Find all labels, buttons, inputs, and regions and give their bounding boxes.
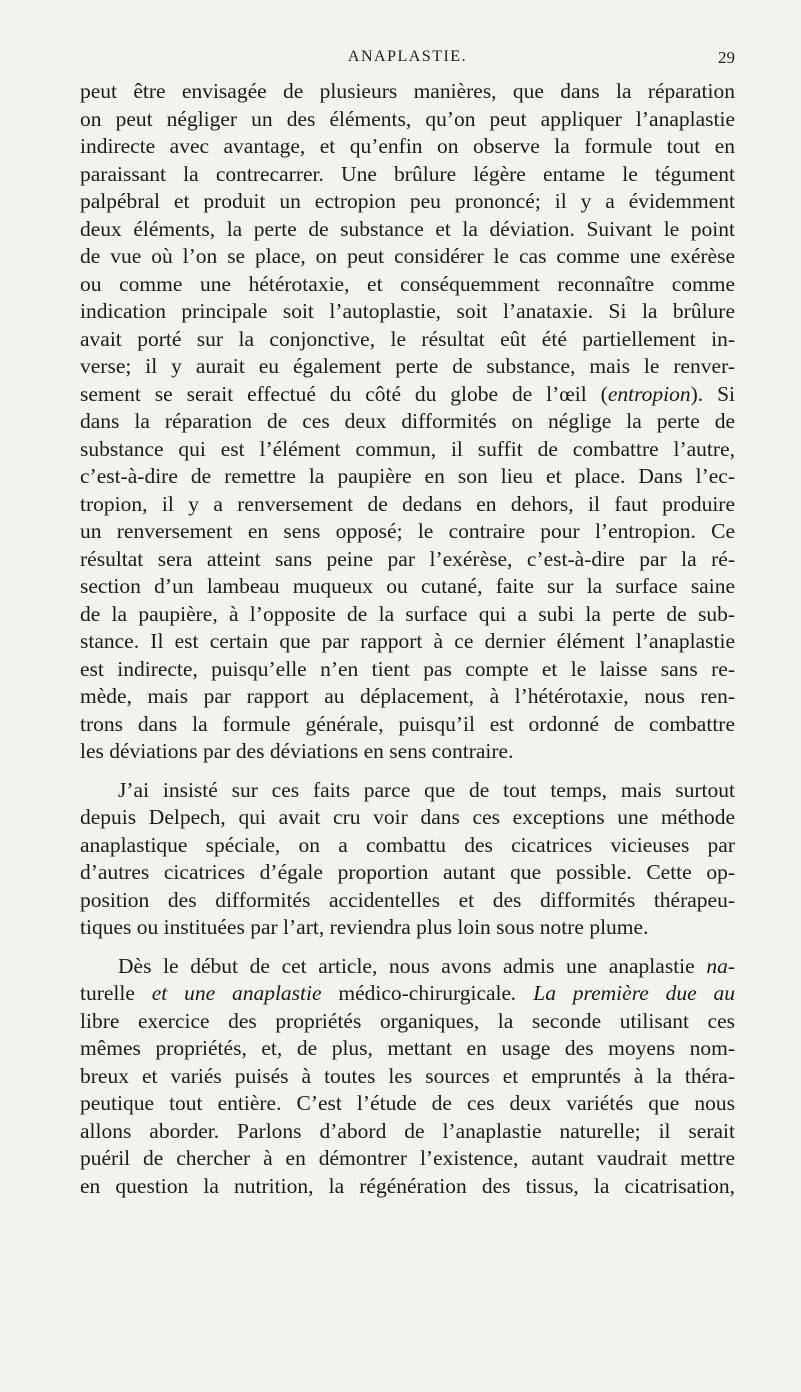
text-line: [80, 408, 735, 436]
text-segment: position des difformités accidentelles et des difformités thérapeu-: [80, 887, 735, 912]
body-text: [80, 78, 735, 1200]
text-segment: allons aborder. Parlons d’abord de l’anaplastie naturelle; il serait: [80, 1118, 735, 1143]
text-segment: substance qui est l’élément commun, il suffit de combattre l’autre,: [80, 436, 735, 461]
text-line: [80, 1173, 735, 1201]
text-line: [80, 216, 735, 244]
text-segment: depuis Delpech, qui avait cru voir dans ces exceptions une méthode: [80, 805, 735, 829]
text-line: [80, 326, 735, 354]
text-line: [80, 243, 735, 271]
page-number: 29: [718, 48, 735, 67]
text-line: [80, 738, 735, 766]
text-segment: stance. Il est certain que par rapport à ce dernier élément l’anaplastie: [80, 629, 735, 653]
page-header: [80, 48, 735, 72]
text-line: [80, 1145, 735, 1173]
paragraph: [80, 777, 735, 942]
text-line: [80, 656, 735, 684]
text-line: [80, 106, 735, 134]
text-segment: libre exercice des propriétés organiques, la seconde utilisant ces: [80, 1008, 735, 1033]
text-line: [80, 914, 735, 942]
text-line: [80, 546, 735, 574]
text-segment: indirecte avec avantage, et qu’enfin on observe la formule tout en: [80, 134, 735, 158]
text-line: [80, 1090, 735, 1118]
text-segment: c’est-à-dire de remettre la paupière en son lieu et place. Dans l’ec-: [80, 464, 735, 488]
paragraph: [80, 953, 735, 1201]
text-line: [80, 161, 735, 189]
text-line: [80, 353, 735, 381]
text-line: [80, 601, 735, 629]
text-segment: puéril de chercher à en démontrer l’existence, autant vaudrait mettre: [80, 1146, 735, 1170]
text-line: [80, 463, 735, 491]
paragraph-gap: [80, 942, 735, 953]
text-line: [80, 381, 735, 409]
italic-text: entropion: [607, 381, 691, 406]
text-line: [80, 859, 735, 887]
text-line: [80, 804, 735, 832]
text-segment: verse; il y aurait eu également perte de substance, mais le renver-: [80, 354, 735, 378]
text-segment: mêmes propriétés, et, de plus, mettant en usage des moyens nom-: [80, 1036, 735, 1060]
text-segment: avait porté sur la conjonctive, le résultat eût été partiellement in-: [80, 326, 735, 351]
text-segment: tiques ou instituées par l’art, reviendra plus loin sous notre plume.: [80, 915, 649, 939]
italic-text: na-: [706, 953, 735, 978]
text-segment: sement se serait effectué du côté du globe de l’œil (: [80, 381, 608, 406]
text-line: [80, 133, 735, 161]
text-segment: peutique tout entière. C’est l’étude de ces deux variétés que nous: [80, 1091, 735, 1115]
text-segment: mède, mais par rapport au déplacement, à l’hétérotaxie, nous ren-: [80, 684, 735, 708]
text-line: [80, 711, 735, 739]
text-segment: d’autres cicatrices d’égale proportion autant que possible. Cette op-: [80, 860, 735, 884]
text-line: [80, 573, 735, 601]
text-segment: ou comme une hétérotaxie, et conséquemment reconnaître comme: [80, 271, 735, 296]
text-line: [80, 518, 735, 546]
text-line: [80, 953, 735, 981]
text-segment: dans la réparation de ces deux difformités on néglige la perte de: [80, 409, 735, 433]
text-segment: J’ai insisté sur ces faits parce que de tout temps, mais surtout: [118, 777, 735, 802]
paragraph: [80, 78, 735, 766]
text-segment: de la paupière, à l’opposite de la surface qui a subi la perte de sub-: [80, 601, 735, 626]
text-segment: breux et variés puisés à toutes les sources et empruntés à la théra-: [80, 1063, 735, 1088]
text-segment: indication principale soit l’autoplastie, soit l’anataxie. Si la brûlure: [80, 299, 735, 323]
text-segment: ). Si: [690, 381, 735, 406]
text-segment: résultat sera atteint sans peine par l’exérèse, c’est-à-dire par la ré-: [80, 546, 735, 571]
text-segment: anaplastique spéciale, on a combattu des cicatrices vicieuses par: [80, 832, 735, 857]
text-segment: turelle: [80, 981, 135, 1005]
text-line: [80, 628, 735, 656]
text-line: [80, 832, 735, 860]
text-line: [80, 1035, 735, 1063]
text-line: [80, 436, 735, 464]
text-segment: palpébral et produit un ectropion peu prononcé; il y a évidemment: [80, 189, 735, 213]
text-segment: Dès le début de cet article, nous avons admis une anaplastie: [118, 953, 707, 978]
running-title: ANAPLASTIE.: [347, 48, 468, 65]
text-line: [80, 78, 735, 106]
text-segment: paraissant la contrecarrer. Une brûlure légère entame le tégument: [80, 161, 735, 186]
text-line: [80, 271, 735, 299]
text-segment: tropion, il y a renversement de dedans en dehors, il faut produire: [80, 491, 735, 516]
text-line: [80, 683, 735, 711]
text-segment: un renversement en sens opposé; le contraire pour l’entropion. Ce: [80, 519, 735, 543]
text-segment: trons dans la formule générale, puisqu’il est ordonné de combattre: [80, 711, 735, 736]
text-segment: on peut négliger un des éléments, qu’on peut appliquer l’anaplastie: [80, 106, 735, 131]
text-segment: peut être envisagée de plusieurs manières, que dans la réparation: [80, 79, 735, 103]
text-line: [80, 1118, 735, 1146]
text-segment: deux éléments, la perte de substance et la déviation. Suivant le point: [80, 216, 735, 241]
text-segment: en question la nutrition, la régénération des tissus, la cicatrisation,: [80, 1173, 735, 1198]
text-line: [80, 887, 735, 915]
text-segment: est indirecte, puisqu’elle n’en tient pas compte et le laisse sans re-: [80, 656, 735, 681]
text-line: [80, 298, 735, 326]
text-line: [80, 188, 735, 216]
text-segment: médico-chirurgicale: [338, 981, 512, 1005]
text-line: [80, 491, 735, 519]
text-segment: de vue où l’on se place, on peut considérer le cas comme une exérèse: [80, 244, 735, 268]
text-line: [80, 1063, 735, 1091]
text-line: [80, 777, 735, 805]
text-line: [80, 980, 735, 1008]
paragraph-gap: [80, 766, 735, 777]
italic-text: et une anaplastie: [134, 981, 339, 1005]
text-segment: les déviations par des déviations en sens contraire.: [80, 739, 514, 763]
text-line: [80, 1008, 735, 1036]
text-segment: section d’un lambeau muqueux ou cutané, faite sur la surface saine: [80, 574, 735, 598]
italic-text: . La première due au: [511, 981, 735, 1005]
